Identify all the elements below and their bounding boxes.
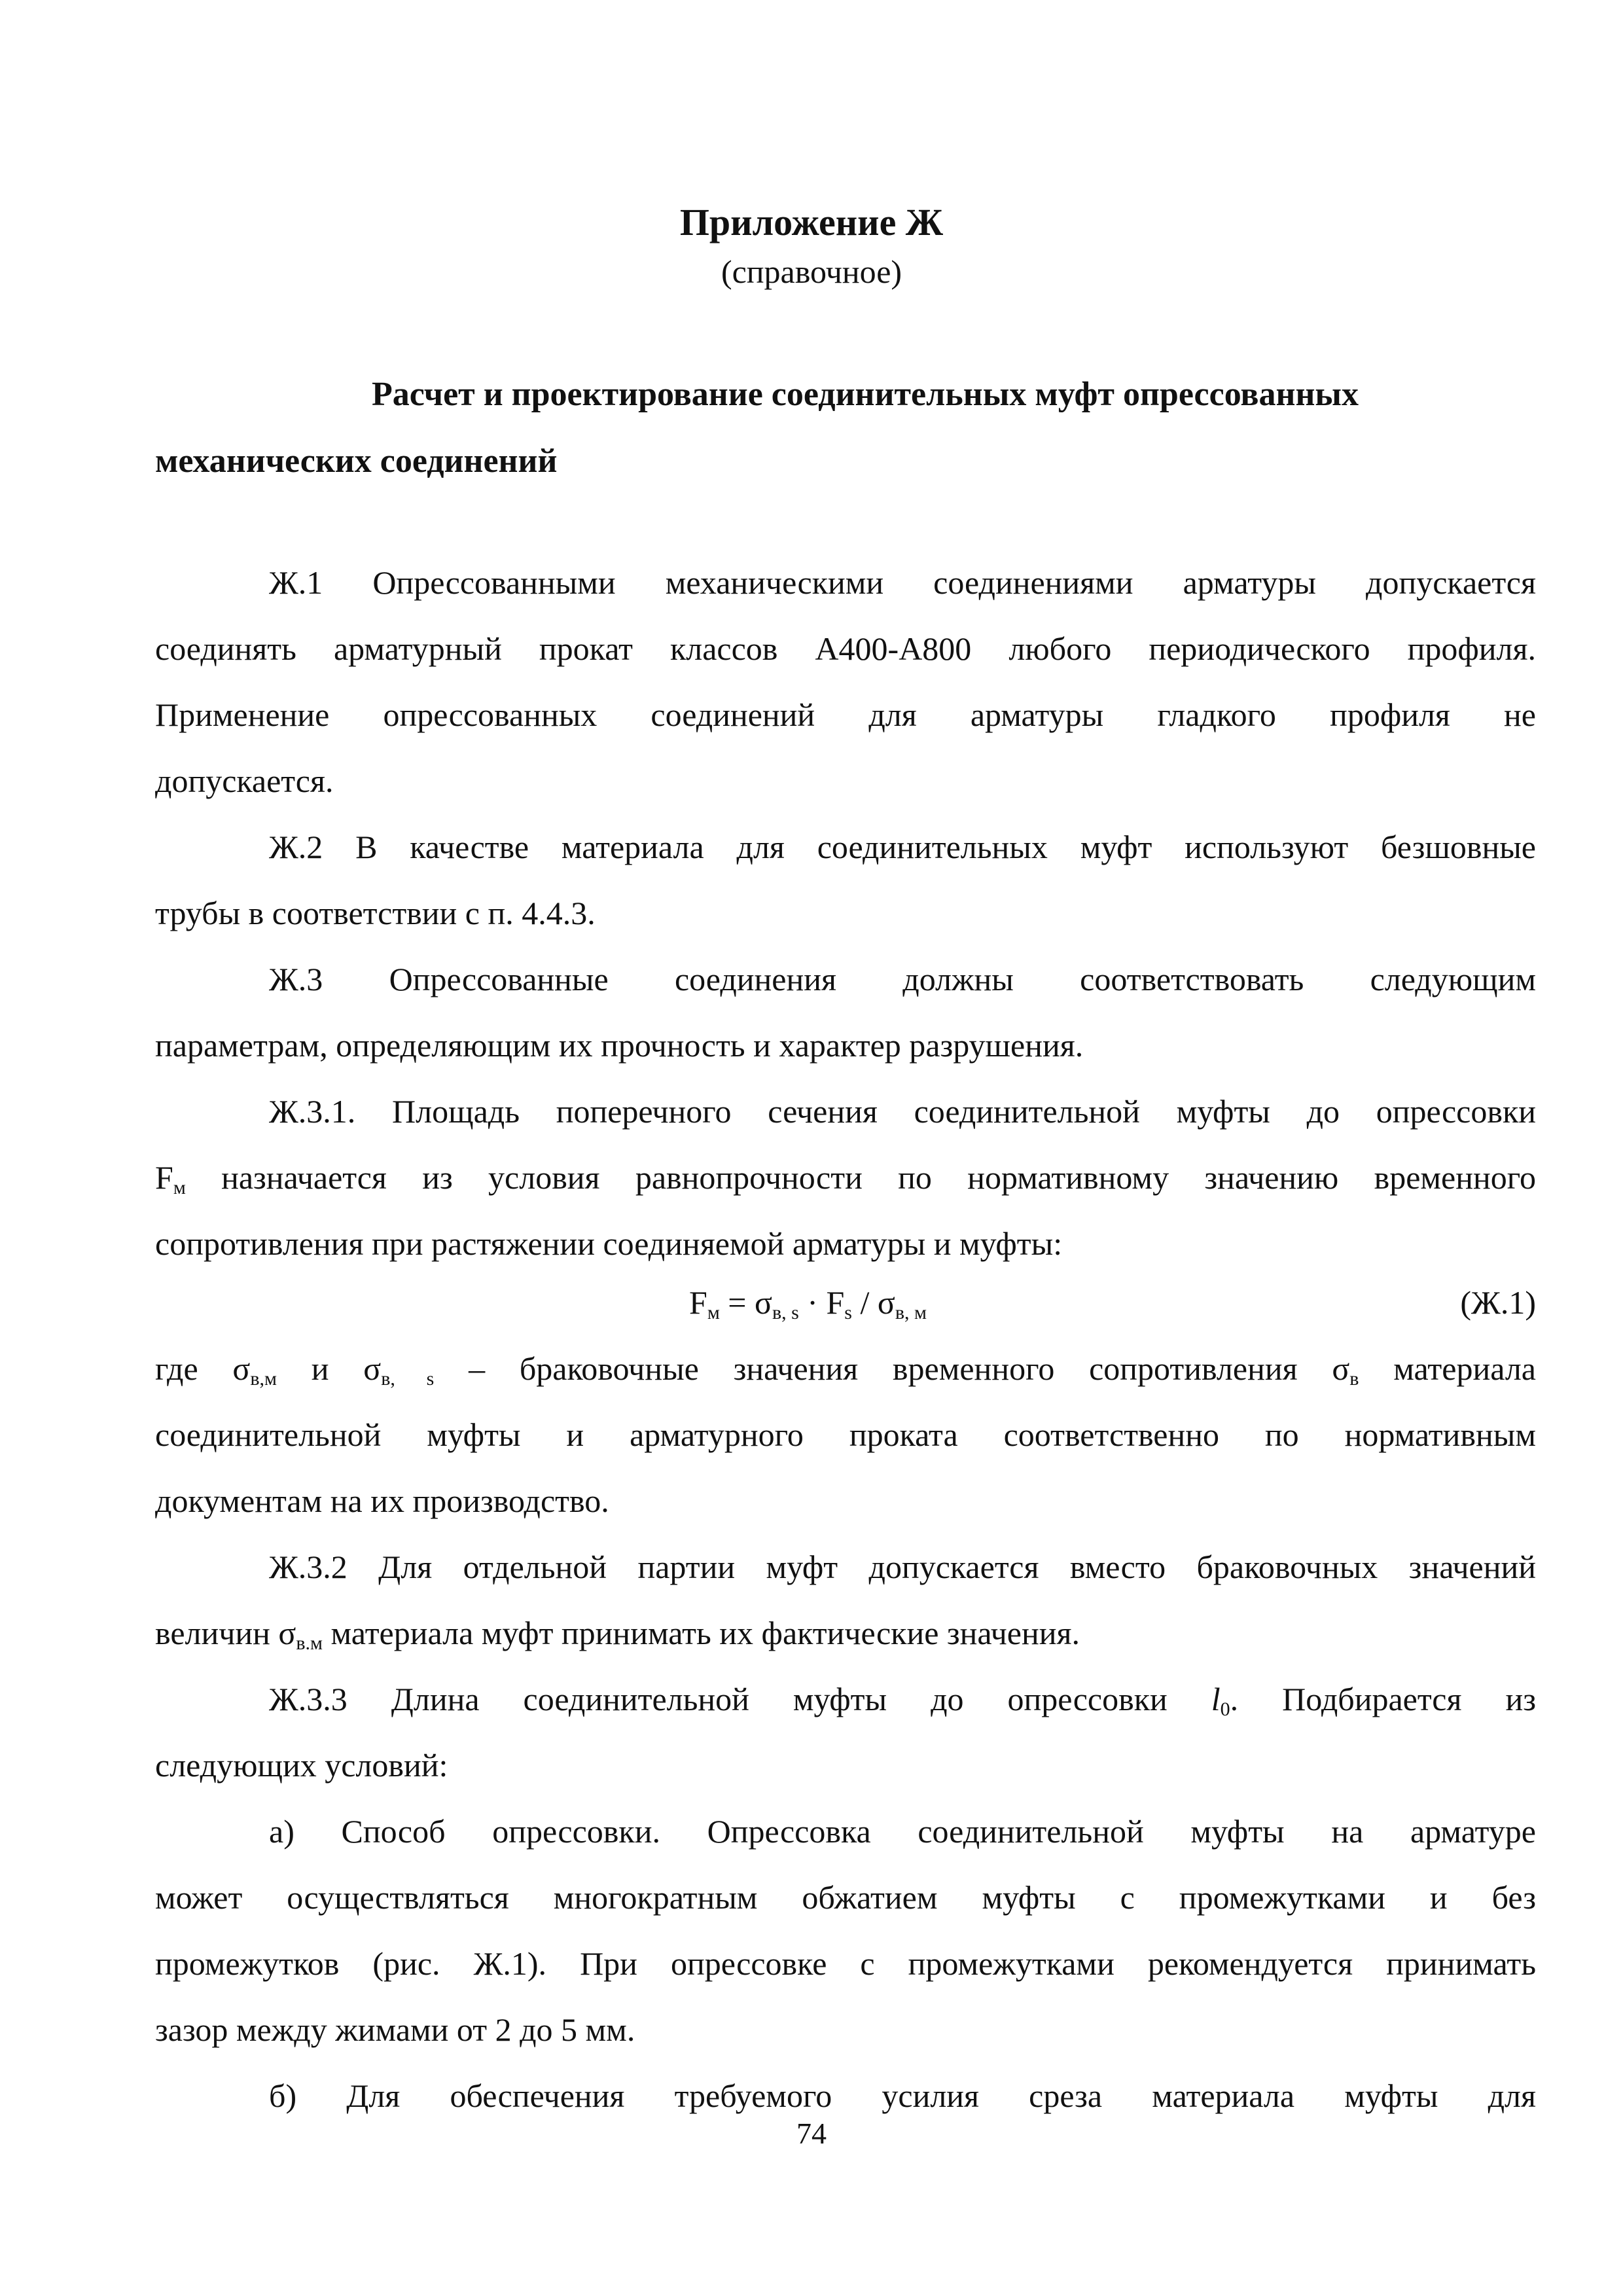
paragraph-zh3-1 [155,1079,1536,1277]
paragraph-line: может осуществляться многократным обжатием муфты с промежутками и без [155,1879,1536,1916]
paragraph-zh3-2 [155,1534,1536,1666]
formula-zh1 [155,1270,1536,1336]
paragraph-line: Ж.3.2 Для отдельной партии муфт допускается вместо браковочных значений [269,1549,1536,1585]
paragraph-line: Применение опрессованных соединений для арматуры гладкого профиля не [155,696,1536,733]
paragraph-zh1 [155,550,1536,814]
subscript: м [707,1302,720,1323]
subscript: в, м [895,1302,927,1323]
paragraph-line: документам на их производство. [155,1482,609,1519]
appendix-subtitle: (справочное) [721,253,902,290]
text-run: назначается из условия равнопрочности по нормативному значению временного [185,1159,1536,1196]
formula-number: (Ж.1) [1460,1284,1536,1321]
text-run: . Подбирается из [1230,1681,1536,1717]
text-run: – браковочные значения временного сопротивления σ [434,1350,1350,1387]
paragraph-line: соединять арматурный прокат классов А400-А800 любого периодического профиля. [155,630,1536,667]
paragraph-zh3-3 [155,1666,1536,1799]
paragraph-line: соединительной муфты и арматурного проката соответственно по нормативным [155,1416,1536,1453]
subscript: м [173,1177,186,1198]
section-title-line-2: механических соединений [155,442,558,480]
paragraph-line [155,1336,1536,1402]
paragraph-line: трубы в соответствии с п. 4.4.3. [155,895,596,931]
paragraph-line: сопротивления при растяжении соединяемой арматуры и муфты: [155,1225,1063,1262]
paragraph-zh2 [155,814,1536,946]
subscript: в, s [381,1368,435,1390]
formula-expression [689,1270,927,1336]
variable-l: l [1211,1681,1221,1717]
paragraph-line: а) Способ опрессовки. Опрессовка соединительной муфты на арматуре [269,1813,1536,1850]
subscript: 0 [1220,1698,1230,1720]
formula-mul: · F [798,1284,845,1321]
paragraph-line: б) Для обеспечения требуемого усилия среза материала муфты для [269,2077,1536,2114]
paragraph-line: Ж.2 В качестве материала для соединительных муфт используют безшовные [269,829,1536,865]
formula-div: / σ [851,1284,895,1321]
subscript: в.м [296,1632,323,1654]
paragraph-line [155,1600,1536,1666]
paragraph-zh3 [155,946,1536,1079]
text-run: Ж.3.3 Длина соединительной муфты до опрессовки [269,1681,1211,1717]
symbol-f: F [155,1159,173,1196]
paragraph-line: зазор между жимами от 2 до 5 мм. [155,2011,635,2048]
text-run: материала [1359,1350,1536,1387]
paragraph-where [155,1336,1536,1534]
page-number: 74 [796,2117,827,2150]
formula-f: F [689,1284,707,1321]
text-run: где σ [155,1350,251,1387]
paragraph-line: Ж.1 Опрессованными механическими соединениями арматуры допускается [269,564,1536,601]
section-title [155,361,1536,495]
subscript: в, s [772,1302,799,1323]
text-run: и σ [277,1350,382,1387]
paragraph-line: допускается. [155,762,334,799]
paragraph-line: Ж.3 Опрессованные соединения должны соответствовать следующим [269,961,1536,997]
paragraph-line [155,1666,1536,1732]
text-run: величин σ [155,1615,296,1651]
paragraph-line: промежутков (рис. Ж.1). При опрессовке с промежутками рекомендуется принимать [155,1945,1536,1982]
paragraph-line: Ж.3.1. Площадь поперечного сечения соединительной муфты до опрессовки [269,1093,1536,1130]
subscript: в,м [250,1368,277,1390]
paragraph-line [155,1145,1536,1211]
formula-eq: = σ [719,1284,772,1321]
subscript: s [844,1302,852,1323]
paragraph-line: следующих условий: [155,1747,448,1784]
appendix-title: Приложение Ж [679,201,944,243]
section-title-line-1: Расчет и проектирование соединительных муфт опрессованных [371,376,1359,413]
paragraph-a [155,1799,1536,2063]
subscript: в [1349,1368,1359,1390]
paragraph-line: параметрам, определяющим их прочность и характер разрушения. [155,1027,1084,1064]
text-run: материала муфт принимать их фактические значения. [323,1615,1080,1651]
